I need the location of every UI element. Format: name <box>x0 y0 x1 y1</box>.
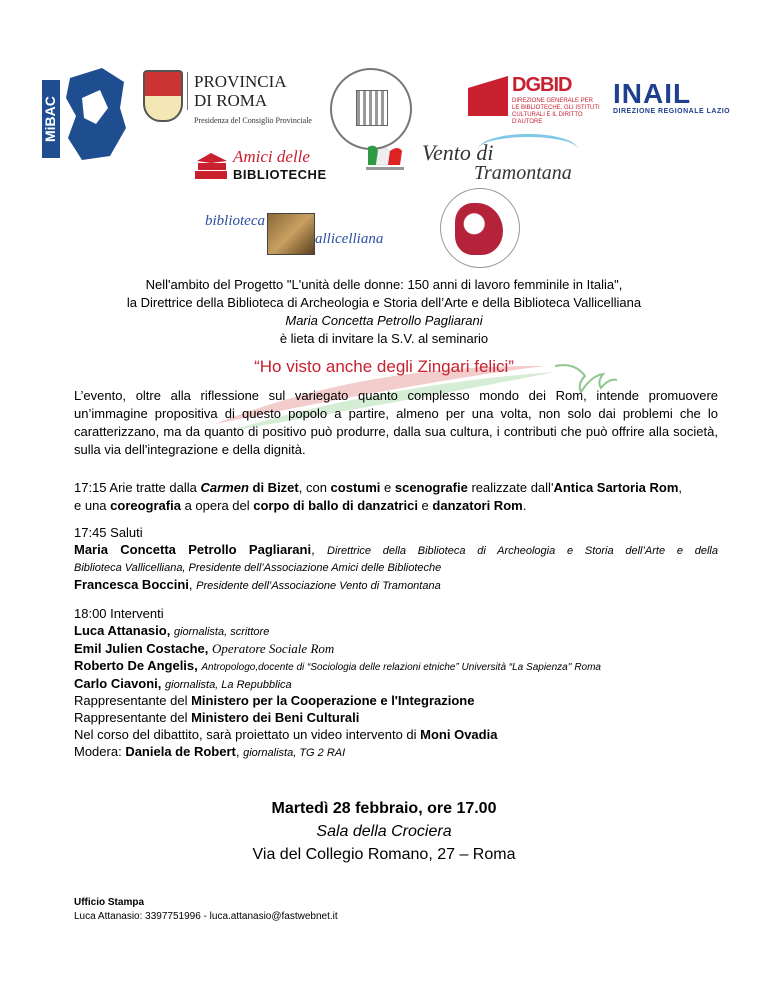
amici-text-1: Amici delle <box>233 147 310 166</box>
association-seal-icon <box>440 188 520 268</box>
event-address: Via del Collegio Romano, 27 – Roma <box>252 846 516 863</box>
dgbid-sub: DIREZIONE GENERALE PER LE BIBLIOTECHE, GLI ISTITUTI CULTURALI E IL DIRITTO D'AUTORE <box>512 98 600 125</box>
event-title: “Ho visto anche degli Zingari felici” <box>254 357 514 376</box>
inail-logo <box>613 80 733 114</box>
speaker-costache: Emil Julien Costache, Operatore Sociale Rom <box>74 641 335 656</box>
dgbid-mark-icon <box>468 76 508 116</box>
vall-text-2: allicelliana <box>315 231 384 247</box>
provincia-name-2: DI ROMA <box>194 91 268 110</box>
speaker-de-angelis: Roberto De Angelis, Antropologo,docente di “Sociologia delle relazioni etniche” Università “La Sapienza'' Roma <box>74 658 601 673</box>
dgbid-title: DGBID <box>512 74 572 96</box>
press-office-label: Ufficio Stampa <box>74 897 145 908</box>
amici-biblioteche-logo <box>193 147 353 187</box>
amici-text-2: BIBLIOTECHE <box>233 167 327 182</box>
speaker-attanasio: Luca Attanasio, giornalista, scrittore <box>74 623 270 638</box>
intro-line-2: la Direttrice della Biblioteca di Archeologia e Storia dell’Arte e della Biblioteca Vallicelliana <box>126 295 642 310</box>
provincia-crest-icon <box>143 70 183 122</box>
program-1-line-1: 17:15 Arie tratte dalla Carmen di Bizet, con costumi e scenografie realizzate dall'Antica Sartoria Rom, <box>74 480 683 495</box>
moderator: Modera: Daniela de Robert, giornalista, TG 2 RAI <box>74 744 346 759</box>
books-icon <box>193 151 229 181</box>
dgbid-logo <box>468 74 600 125</box>
program-2-speaker-1: Maria Concetta Petrollo Pagliarani, Direttrice della Biblioteca di Archeologia e Storia dell’Arte e della <box>74 542 718 557</box>
intro-line-1: Nell'ambito del Progetto "L'unità delle donne: 150 anni di lavoro femminile in Italia", <box>145 277 623 292</box>
speaker-ciavoni: Carlo Ciavoni, giornalista, La Repubblica <box>74 676 292 691</box>
mibac-label: MiBAC <box>42 80 60 158</box>
program-2-speaker-2: Francesca Boccini, Presidente dell’Associazione Vento di Tramontana <box>74 577 441 592</box>
program-2-role-1b: Biblioteca Vallicelliana, Presidente dell’Associazione Amici delle Biblioteche <box>74 562 442 574</box>
mibac-logo <box>42 68 130 160</box>
event-room: Sala della Crociera <box>316 823 452 840</box>
inail-title: INAIL <box>613 78 692 109</box>
intro-line-4: è lieta di invitare la S.V. al seminario <box>279 331 489 346</box>
intro-line-3: Maria Concetta Petrollo Pagliarani <box>285 313 483 328</box>
italy-150-flag-icon <box>364 143 406 173</box>
event-description: L’evento, oltre alla riflessione sul variegato quanto complesso mondo dei Rom, intende promuovere un’immagine propositiva di questo popolo a partire, almeno per una volta, non solo dai problemi che lo caratterizzano, ma da quanto di positivo può produrre, dalla sua cultura, i contributi che può offrire alla società, sulla via dell'integrazione e della dignità. <box>74 388 718 457</box>
library-seal-icon <box>330 68 412 150</box>
program-3-time: 18:00 Interventi <box>74 606 164 621</box>
biblioteca-vallicelliana-logo <box>205 207 395 257</box>
program-2-time: 17:45 Saluti <box>74 525 143 540</box>
vento-tramontana-logo <box>422 140 572 190</box>
mibac-figure-icon <box>62 68 128 160</box>
vento-text-2: Tramontana <box>474 162 572 184</box>
event-date: Martedì 28 febbraio, ore 17.00 <box>271 800 497 817</box>
program-1-line-2: e una coreografia a opera del corpo di ballo di danzatrici e danzatori Rom. <box>74 498 527 513</box>
vall-text-1: biblioteca <box>205 213 265 229</box>
representative-culture: Rappresentante del Ministero dei Beni Culturali <box>74 710 360 725</box>
inail-sub: DIREZIONE REGIONALE LAZIO <box>613 108 731 115</box>
representative-cooperation: Rappresentante del Ministero per la Cooperazione e l'Integrazione <box>74 693 475 708</box>
vento-text-1: Vento di <box>422 140 494 165</box>
provincia-sub: Presidenza del Consiglio Provinciale <box>194 116 312 125</box>
vall-miniature-icon <box>267 213 315 255</box>
press-office-contact: Luca Attanasio: 3397751996 - luca.attanasio@fastwebnet.it <box>74 911 338 922</box>
provincia-roma-logo <box>143 70 313 130</box>
provincia-name-1: PROVINCIA <box>194 72 287 91</box>
video-note: Nel corso del dibattito, sarà proiettato un video intervento di Moni Ovadia <box>74 727 498 742</box>
